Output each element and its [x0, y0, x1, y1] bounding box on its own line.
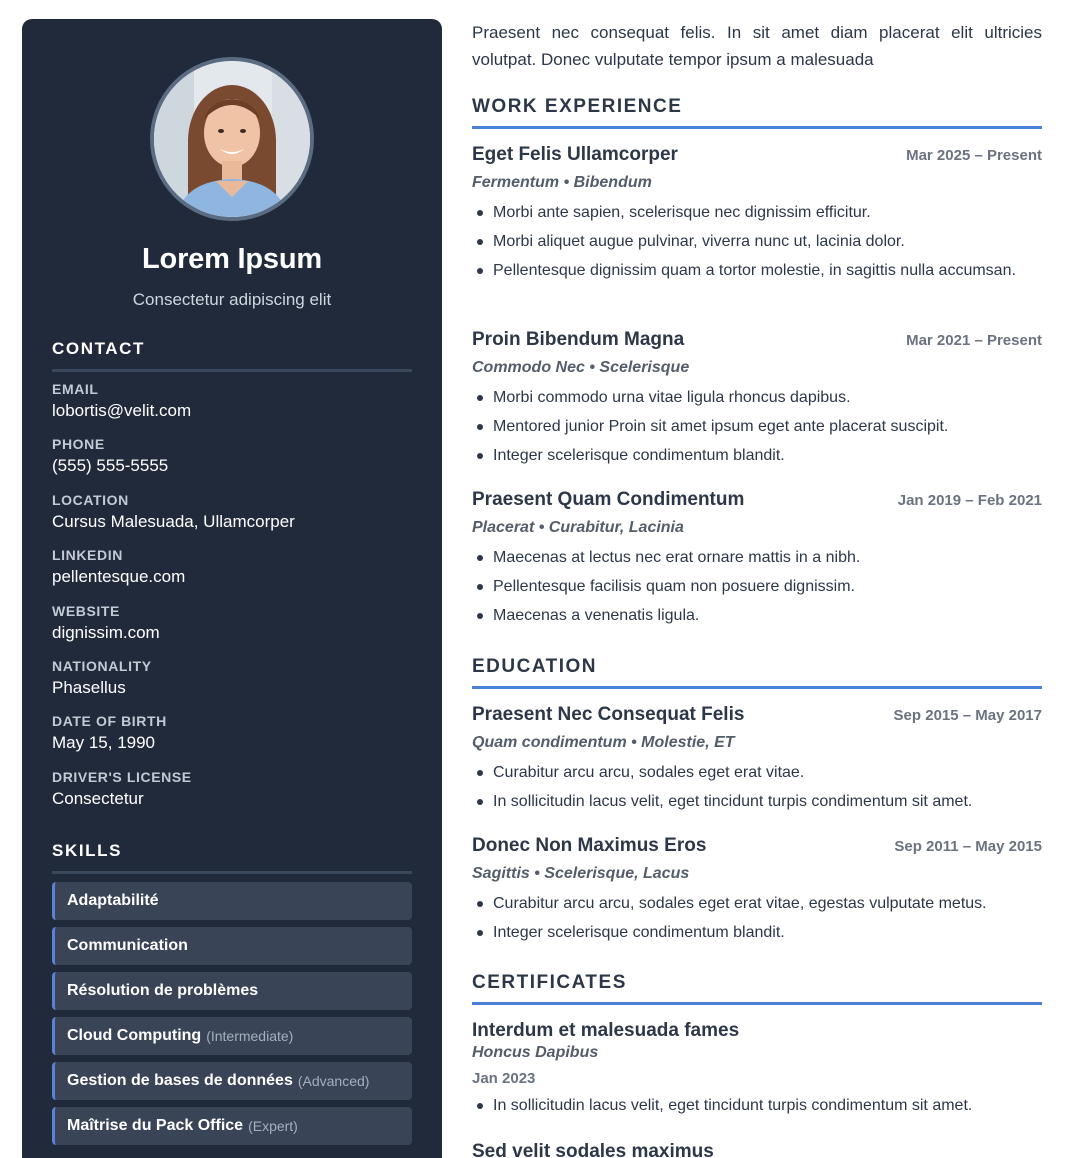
- job-company: Fermentum • Bibendum: [472, 174, 652, 191]
- skill-item: [52, 1107, 412, 1145]
- linkedin-link[interactable]: pellentesque.com: [52, 567, 186, 587]
- contact-label: LINKEDIN: [52, 547, 123, 564]
- degree-date: Sep 2011 – May 2015: [894, 838, 1042, 855]
- skills-heading: SKILLS: [52, 841, 412, 874]
- skill-name: Résolution de problèmes: [67, 982, 259, 999]
- skill-level: (Expert): [248, 1118, 298, 1134]
- contact-nationality: [52, 658, 412, 713]
- location-value: Cursus Malesuada, Ullamcorper: [52, 511, 295, 531]
- education-entry: [472, 835, 1042, 949]
- certificate-bullets: [472, 1093, 1042, 1118]
- skill-item: [52, 927, 412, 965]
- school-name: Quam condimentum • Molestie, ET: [472, 734, 735, 751]
- certificate-date: Jan 2023: [472, 1070, 536, 1087]
- bullet-item: Maecenas at lectus nec erat ornare mattis in a nibh.: [472, 545, 1042, 570]
- education-heading: EDUCATION: [472, 656, 1042, 689]
- bullet-item: Maecenas a venenatis ligula.: [472, 603, 1042, 628]
- job-company: Placerat • Curabitur, Lacinia: [472, 519, 684, 536]
- job-date: Jan 2019 – Feb 2021: [897, 492, 1042, 509]
- degree-bullets: [472, 760, 1042, 814]
- contact-website: [52, 603, 412, 658]
- bullet-item: Integer scelerisque condimentum blandit.: [472, 443, 1042, 468]
- job-title: Praesent Quam Condimentum: [472, 489, 745, 510]
- skill-item: [52, 1062, 412, 1100]
- contact-linkedin: [52, 547, 412, 602]
- website-link[interactable]: dignissim.com: [52, 622, 160, 642]
- contact-date-of-birth: [52, 713, 412, 768]
- nationality-value: Phasellus: [52, 677, 126, 697]
- bullet-item: Curabitur arcu arcu, sodales eget erat vitae, egestas vulputate metus.: [472, 891, 1042, 916]
- bullet-item: Morbi aliquet augue pulvinar, viverra nunc ut, lacinia dolor.: [472, 229, 1042, 254]
- bullet-item: Morbi ante sapien, scelerisque nec dignissim efficitur.: [472, 200, 1042, 225]
- bullet-item: Mentored junior Proin sit amet ipsum eget ante placerat suscipit.: [472, 414, 1042, 439]
- certificate-issuer: Honcus Dapibus: [472, 1044, 599, 1061]
- date-of-birth-value: May 15, 1990: [52, 733, 156, 753]
- education-entry: [472, 704, 1042, 818]
- certificates-heading: CERTIFICATES: [472, 972, 1042, 1005]
- degree-title: Praesent Nec Consequat Felis: [472, 704, 745, 725]
- bullet-item: In sollicitudin lacus velit, eget tincidunt turpis condimentum sit amet.: [472, 789, 1042, 814]
- skill-name: Gestion de bases de données: [67, 1072, 293, 1089]
- bullet-item: Morbi commodo urna vitae ligula rhoncus dapibus.: [472, 385, 1042, 410]
- work-entry: [472, 329, 1042, 472]
- certificate-entry: [472, 1020, 1042, 1122]
- skill-name: Maîtrise du Pack Office: [67, 1117, 244, 1134]
- job-bullets: [472, 545, 1042, 628]
- contact-label: DRIVER'S LICENSE: [52, 768, 192, 785]
- profile-summary: Praesent nec consequat felis. In sit amet diam placerat elit ultricies volutpat. Donec vulputate tempor ipsum a malesuada: [472, 23, 1042, 69]
- degree-bullets: [472, 891, 1042, 945]
- contact-location: [52, 492, 412, 547]
- skill-name: Cloud Computing: [67, 1027, 202, 1044]
- skill-name: Communication: [67, 937, 188, 954]
- contact-email: [52, 381, 412, 436]
- job-title: Eget Felis Ullamcorper: [472, 144, 678, 165]
- skill-item: [52, 882, 412, 920]
- job-company: Commodo Nec • Scelerisque: [472, 359, 690, 376]
- contact-list: [52, 381, 412, 824]
- contact-drivers-license: [52, 769, 412, 824]
- main-content: [472, 19, 1042, 1158]
- bullet-item: Pellentesque dignissim quam a tortor molestie, in sagittis nulla accumsan.: [472, 258, 1042, 283]
- bullet-item: Curabitur arcu arcu, sodales eget erat vitae.: [472, 760, 1042, 785]
- job-date: Mar 2025 – Present: [906, 147, 1042, 164]
- certificate-entry: [472, 1141, 1042, 1158]
- contact-heading: CONTACT: [52, 339, 412, 372]
- skill-item: [52, 972, 412, 1010]
- profile-tagline: Consectetur adipiscing elit: [132, 290, 332, 309]
- certificate-title: Sed velit sodales maximus: [472, 1141, 714, 1158]
- work-entry: [472, 144, 1042, 287]
- bullet-item: Integer scelerisque condimentum blandit.: [472, 920, 1042, 945]
- skill-level: (Intermediate): [206, 1028, 294, 1044]
- job-bullets: [472, 385, 1042, 468]
- skill-name: Adaptabilité: [67, 892, 159, 909]
- degree-title: Donec Non Maximus Eros: [472, 835, 707, 856]
- profile-photo: [150, 57, 314, 221]
- certificate-title: Interdum et malesuada fames: [472, 1020, 740, 1041]
- email-value[interactable]: lobortis@velit.com: [52, 401, 192, 420]
- school-name: Sagittis • Scelerisque, Lacus: [472, 865, 690, 882]
- work-entry: [472, 489, 1042, 632]
- contact-label: NATIONALITY: [52, 657, 152, 674]
- work-experience-heading: WORK EXPERIENCE: [472, 96, 1042, 129]
- contact-label: LOCATION: [52, 491, 129, 508]
- phone-value[interactable]: (555) 555-5555: [52, 456, 169, 476]
- bullet-item: Pellentesque facilisis quam non posuere dignissim.: [472, 574, 1042, 599]
- sidebar: [22, 19, 442, 1158]
- degree-date: Sep 2015 – May 2017: [893, 707, 1042, 724]
- contact-label: DATE OF BIRTH: [52, 713, 167, 730]
- contact-label: EMAIL: [52, 381, 99, 397]
- skill-level: (Advanced): [297, 1073, 370, 1089]
- profile-name: Lorem Ipsum: [142, 243, 322, 275]
- contact-phone: [52, 436, 412, 491]
- job-title: Proin Bibendum Magna: [472, 329, 685, 350]
- drivers-license-value: Consectetur: [52, 788, 144, 808]
- bullet-item: In sollicitudin lacus velit, eget tincidunt turpis condimentum sit amet.: [472, 1093, 1042, 1118]
- job-bullets: [472, 200, 1042, 283]
- contact-label: WEBSITE: [52, 602, 120, 619]
- job-date: Mar 2021 – Present: [906, 332, 1042, 349]
- contact-label: PHONE: [52, 436, 105, 453]
- skills-list: [52, 882, 412, 1152]
- skill-item: [52, 1017, 412, 1055]
